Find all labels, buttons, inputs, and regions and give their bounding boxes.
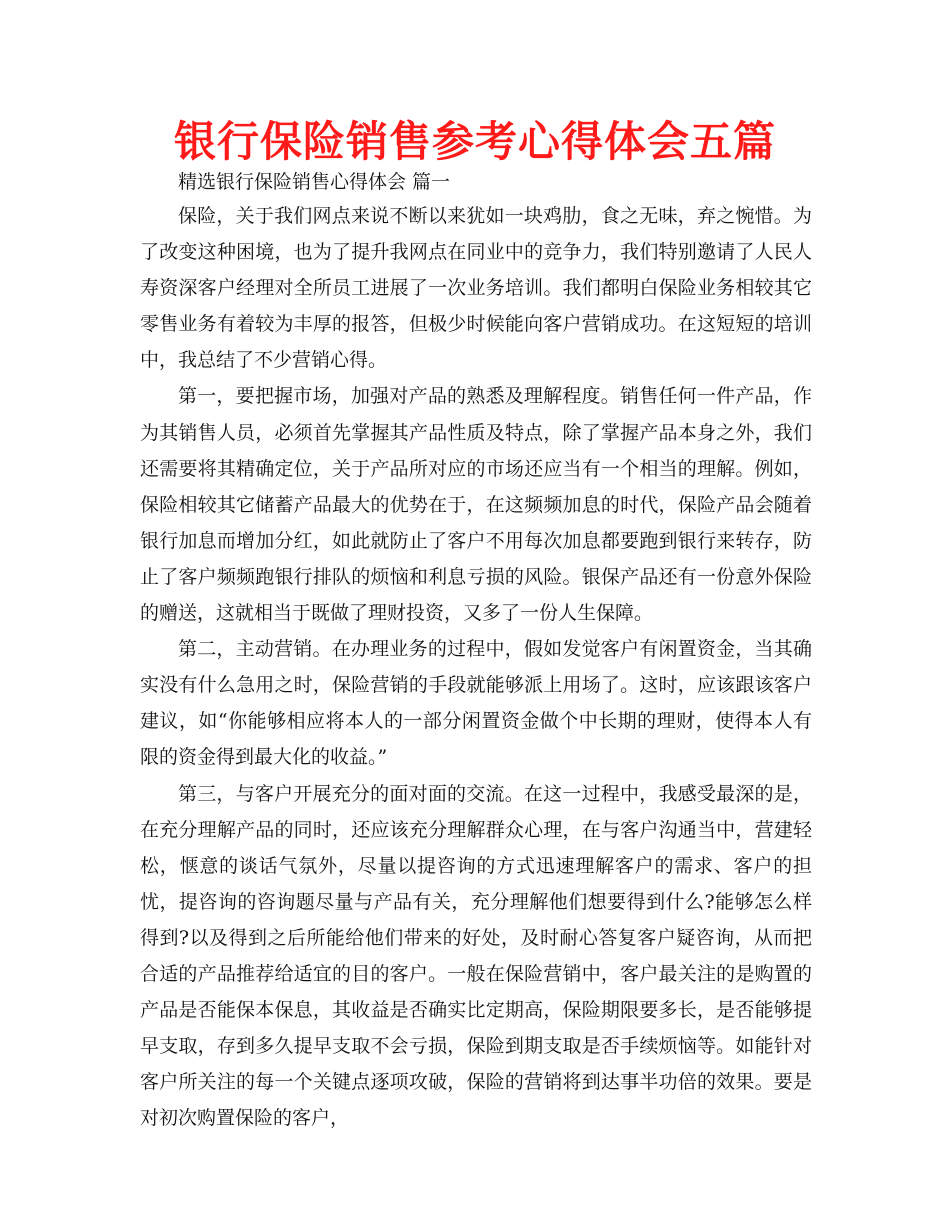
- paragraph-1: 保险，关于我们网点来说不断以来犹如一块鸡肋，食之无味，弃之惋惜。为了改变这种困境，也为了提升我网点在同业中的竞争力，我们特别邀请了人民人寿资深客户经理对全所员工进展了一次业务培训。我们都明白保险业务相较其它零售业务有着较为丰厚的报答，但极少时候能向客户营销成功。在这短短的培训中，我总结了不少营销心得。: [140, 205, 812, 372]
- paragraph-4: 第三，与客户开展充分的面对面的交流。在这一过程中，我感受最深的是，在充分理解产品的同时，还应该充分理解群众心理，在与客户沟通当中，营建轻松，惬意的谈话气氛外，尽量以提咨询的方式迅速理解客户的需求、客户的担忧，提咨询的咨询题尽量与产品有关，充分理解他们想要得到什么?能够怎么样得到?以及得到之后所能给他们带来的好处，及时耐心答复客户疑咨询，从而把合适的产品推荐给适宜的目的客户。一般在保险营销中，客户最关注的是购置的产品是否能保本保息，其收益是否确实比定期高，保险期限要多长，是否能够提早支取，存到多久提早支取不会亏损，保险到期支取是否手续烦恼等。如能针对客户所关注的每一个关键点逐项攻破，保险的营销将到达事半功倍的效果。要是对初次购置保险的客户，: [140, 782, 812, 1130]
- paragraph-2: 第一，要把握市场，加强对产品的熟悉及理解程度。销售任何一件产品，作为其销售人员，必须首先掌握其产品性质及特点，除了掌握产品本身之外，我们还需要将其精确定位，关于产品所对应的市场还应当有一个相当的理解。例如，保险相较其它储蓄产品最大的优势在于，在这频频加息的时代，保险产品会随着银行加息而增加分红，如此就防止了客户不用每次加息都要跑到银行来转存，防止了客户频频跑银行排队的烦恼和利息亏损的风险。银保产品还有一份意外保险的赠送，这就相当于既做了理财投资，又多了一份人生保障。: [140, 385, 812, 625]
- paragraph-3: 第二，主动营销。在办理业务的过程中，假如发觉客户有闲置资金，当其确实没有什么急用之时，保险营销的手段就能够派上用场了。这时，应该跟该客户建议，如“你能够相应将本人的一部分闲置资金做个中长期的理财，使得本人有限的资金得到最大化的收益。”: [140, 638, 812, 769]
- document-title: 银行保险销售参考心得体会五篇: [173, 117, 776, 166]
- section-heading: 精选银行保险销售心得体会 篇一: [178, 171, 451, 193]
- document-body: [140, 198, 812, 1136]
